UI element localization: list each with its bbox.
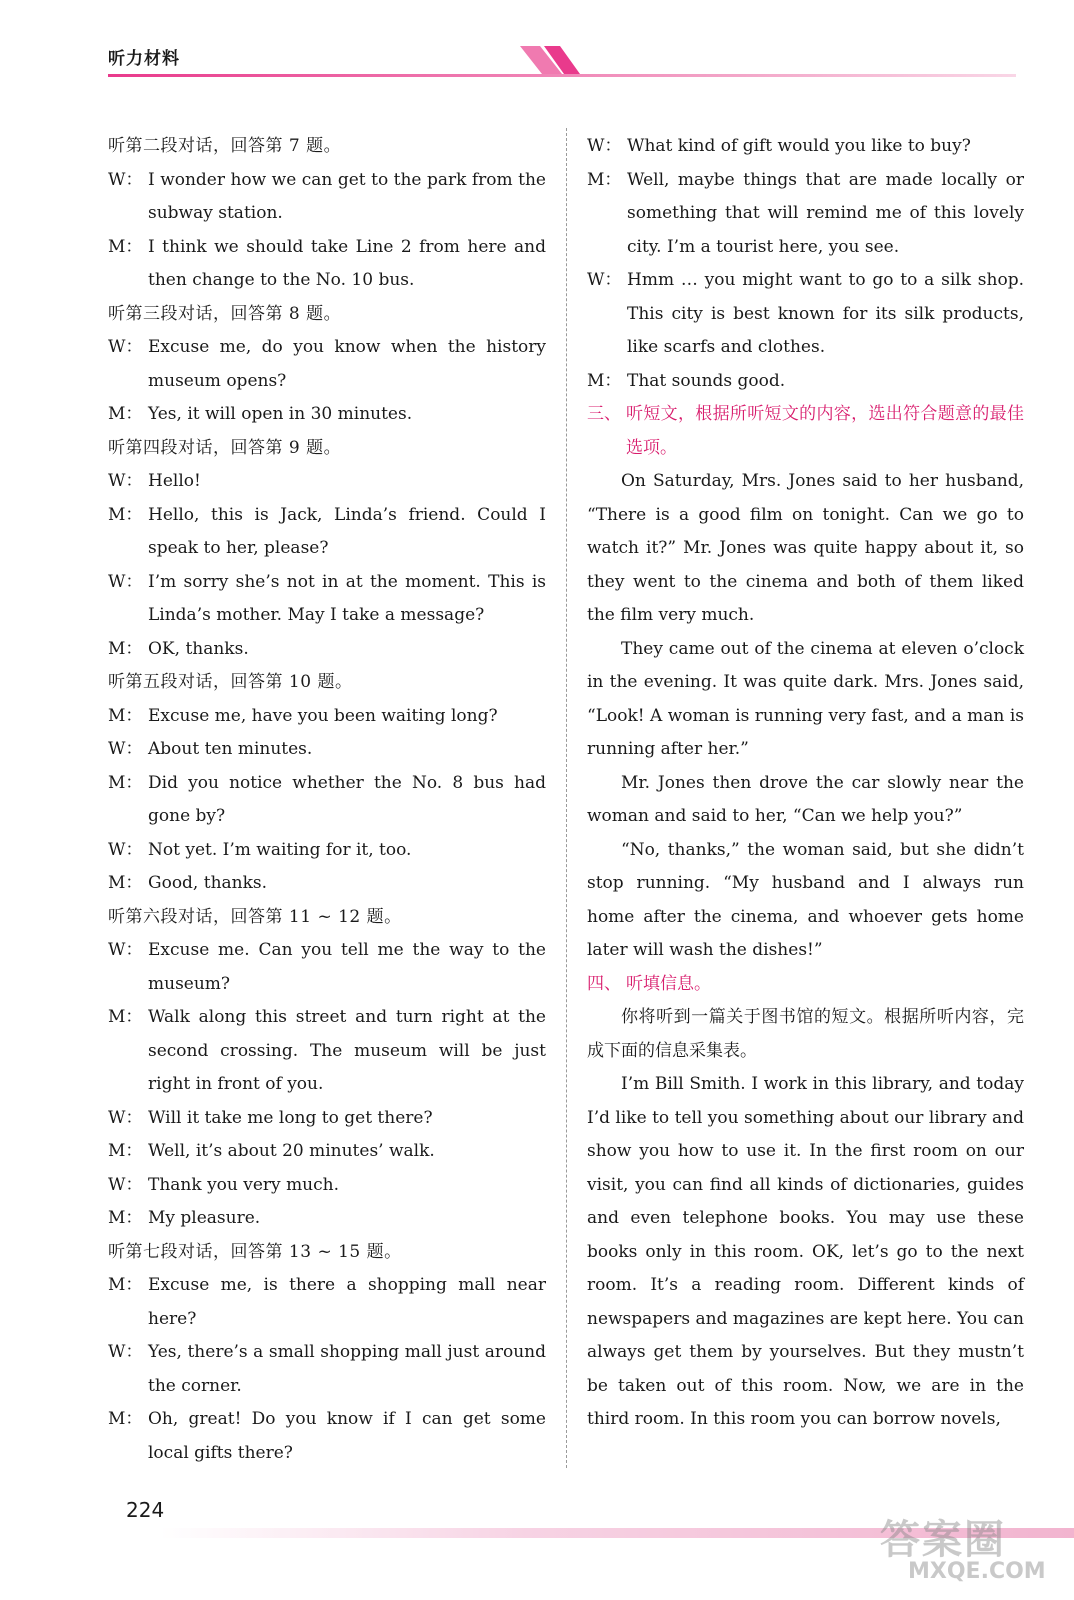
- watermark-url: MXQE.COM: [908, 1559, 1046, 1584]
- page-number: 224: [126, 1498, 165, 1522]
- speaker-label: W：: [108, 169, 143, 190]
- speaker-label: W：: [108, 1174, 143, 1195]
- speaker-label: M：: [587, 370, 622, 391]
- dialog-text: Excuse me, is there a shopping mall near here?: [148, 1275, 546, 1329]
- dialog-line: [108, 465, 546, 499]
- dialog-text: Yes, there’s a small shopping mall just around the corner.: [148, 1342, 546, 1396]
- dialog-text: Not yet. I’m waiting for it, too.: [148, 839, 412, 860]
- dialog-line: [108, 867, 546, 901]
- speaker-label: W：: [108, 337, 143, 357]
- question-instruction: 听第五段对话，回答第 10 题。: [108, 672, 353, 692]
- section-text: 听填信息。: [626, 973, 711, 994]
- section-number: 三、: [587, 404, 621, 424]
- dialog-line: [108, 1169, 546, 1203]
- dialog-text: Excuse me. Can you tell me the way to the museum?: [148, 940, 546, 994]
- section-text: 听短文，根据所听短文的内容，选出符合题意的最佳选项。: [626, 404, 1024, 458]
- dialog-text: Hello, this is Jack, Linda’s friend. Could I speak to her, please?: [148, 504, 546, 558]
- column-divider: [566, 128, 567, 1468]
- dialog-text: Hmm … you might want to go to a silk shop. This city is best known for its silk products, like scarfs and clothes.: [627, 270, 1024, 357]
- dialog-line: [108, 733, 546, 767]
- speaker-label: W：: [587, 270, 622, 290]
- speaker-label: M：: [108, 638, 143, 659]
- speaker-label: W：: [108, 1342, 143, 1362]
- dialog-text: I wonder how we can get to the park from the subway station.: [148, 169, 546, 223]
- dialog-line: [108, 1102, 546, 1136]
- dialog-line: [108, 1336, 546, 1403]
- dialog-text: That sounds good.: [627, 370, 786, 391]
- dialog-text: Yes, it will open in 30 minutes.: [148, 404, 413, 424]
- header-rule: [108, 74, 1016, 77]
- speaker-label: M：: [108, 705, 143, 726]
- question-instruction: 听第二段对话，回答第 7 题。: [108, 136, 342, 156]
- speaker-label: W：: [108, 839, 143, 860]
- speaker-label: M：: [108, 1409, 143, 1429]
- dialog-line: [587, 264, 1024, 365]
- dialog-text: Thank you very much.: [148, 1174, 340, 1195]
- header-stripe-decoration: [520, 46, 580, 74]
- speaker-label: M：: [108, 1208, 143, 1228]
- dialog-text: Excuse me, have you been waiting long?: [148, 705, 498, 726]
- dialog-text: Walk along this street and turn right at the second crossing. The museum will be just right in front of you.: [148, 1007, 546, 1094]
- section-number: 四、: [587, 973, 621, 994]
- speaker-label: M：: [108, 873, 143, 893]
- question-instruction: 听第六段对话，回答第 11 ~ 12 题。: [108, 906, 402, 927]
- speaker-label: M：: [108, 236, 143, 257]
- speaker-label: W：: [108, 1107, 143, 1128]
- speaker-label: M：: [108, 404, 143, 424]
- dialog-line: [108, 1202, 546, 1236]
- dialog-line: [587, 365, 1024, 399]
- dialog-text: I’m sorry she’s not in at the moment. This is Linda’s mother. May I take a message?: [148, 571, 546, 625]
- dialog-line: [108, 700, 546, 734]
- dialog-line: [108, 164, 546, 231]
- speaker-label: M：: [108, 1141, 143, 1161]
- speaker-label: W：: [108, 571, 143, 592]
- dialog-text: Excuse me, do you know when the history museum opens?: [148, 337, 546, 391]
- question-instruction: 听第三段对话，回答第 8 题。: [108, 303, 342, 324]
- dialog-text: What kind of gift would you like to buy?: [627, 136, 971, 156]
- speaker-label: M：: [108, 772, 143, 793]
- dialog-text: Will it take me long to get there?: [148, 1107, 433, 1128]
- speaker-label: W：: [587, 136, 622, 156]
- speaker-label: M：: [108, 1275, 143, 1295]
- dialog-text: Oh, great! Do you know if I can get some local gifts there?: [148, 1409, 546, 1463]
- speaker-label: W：: [108, 739, 143, 759]
- dialog-text: I think we should take Line 2 from here and then change to the No. 10 bus.: [148, 236, 546, 290]
- speaker-label: M：: [108, 504, 143, 525]
- speaker-label: M：: [587, 169, 622, 190]
- passage-paragraph: Mr. Jones then drove the car slowly near the woman and said to her, “Can we help you?”: [587, 772, 1024, 826]
- dialog-line: [108, 834, 546, 868]
- dialog-line: [587, 164, 1024, 265]
- question-instruction: 听第七段对话，回答第 13 ~ 15 题。: [108, 1241, 402, 1262]
- dialog-line: [108, 566, 546, 633]
- dialog-line: [108, 1269, 546, 1336]
- passage-paragraph: 你将听到一篇关于图书馆的短文。根据所听内容，完成下面的信息采集表。: [587, 1007, 1024, 1061]
- right-column: [587, 130, 1024, 1437]
- dialog-line: [108, 633, 546, 667]
- dialog-line: [108, 331, 546, 398]
- passage-paragraph: I’m Bill Smith. I work in this library, and today I’d like to tell you something about our library and show you how to use it. In the first room on our visit, you can find all kinds of dictionaries, guides and even telephone books. You may use these books only in this room. OK, let’s go to the next room. It’s a reading room. Different kinds of newspapers and magazines are kept here. You can always get them by yourselves. But they mustn’t be taken out of this room. Now, we are in the third room. In this room you can borrow novels,: [587, 1074, 1024, 1429]
- dialog-text: Hello!: [148, 471, 201, 491]
- dialog-line: [108, 1135, 546, 1169]
- passage-paragraph: “No, thanks,” the woman said, but she didn’t stop running. “My husband and I always run home after the cinema, and whoever gets home later will wash the dishes!”: [587, 839, 1024, 960]
- dialog-text: My pleasure.: [148, 1208, 261, 1228]
- dialog-line: [108, 231, 546, 298]
- watermark-text: 答案圈: [880, 1517, 1006, 1563]
- speaker-label: M：: [108, 1007, 143, 1027]
- speaker-label: W：: [108, 940, 143, 960]
- watermark-logo: [880, 1508, 1060, 1592]
- dialog-line: [108, 398, 546, 432]
- section-heading: [587, 398, 1024, 465]
- question-instruction: 听第四段对话，回答第 9 题。: [108, 437, 342, 458]
- dialog-text: Well, maybe things that are made locally or something that will remind me of this lovely city. I’m a tourist here, you see.: [627, 169, 1024, 257]
- speaker-label: W：: [108, 471, 143, 491]
- dialog-text: About ten minutes.: [148, 739, 313, 759]
- dialog-line: [587, 130, 1024, 164]
- dialog-text: OK, thanks.: [148, 638, 249, 659]
- passage-paragraph: They came out of the cinema at eleven o’clock in the evening. It was quite dark. Mrs. Jones said, “Look! A woman is running very fast, and a man is running after her.”: [587, 638, 1024, 759]
- dialog-line: [108, 934, 546, 1001]
- left-column: [108, 130, 546, 1470]
- dialog-line: [108, 767, 546, 834]
- header-title: 听力材料: [108, 49, 180, 69]
- dialog-text: Well, it’s about 20 minutes’ walk.: [148, 1141, 435, 1161]
- dialog-line: [108, 499, 546, 566]
- section-heading: [587, 968, 1024, 1002]
- dialog-text: Did you notice whether the No. 8 bus had gone by?: [148, 772, 546, 826]
- dialog-text: Good, thanks.: [148, 873, 268, 893]
- dialog-line: [108, 1403, 546, 1470]
- passage-paragraph: On Saturday, Mrs. Jones said to her husband, “There is a good film on tonight. Can we go to watch it?” Mr. Jones was quite happy about it, so they went to the cinema and both of them liked the film very much.: [587, 471, 1024, 625]
- dialog-line: [108, 1001, 546, 1102]
